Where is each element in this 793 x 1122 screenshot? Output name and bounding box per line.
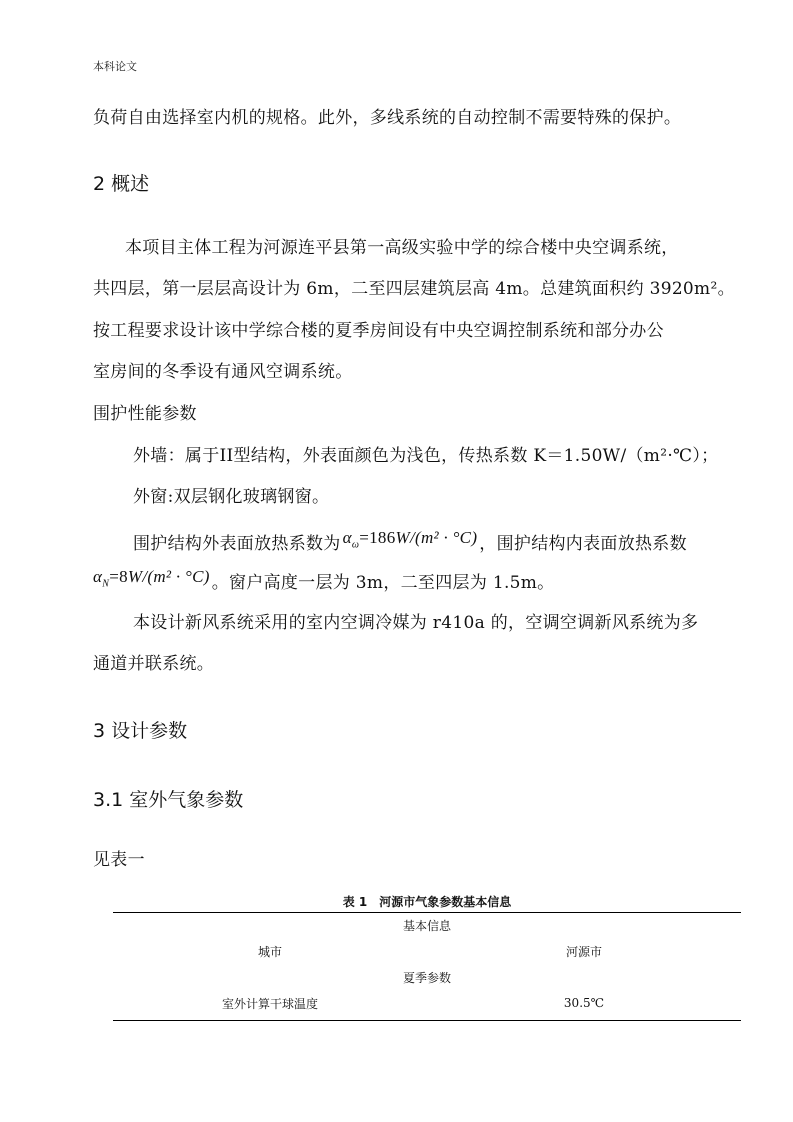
page-header: 本科论文 [93, 60, 137, 73]
table-row [113, 938, 741, 964]
fresh-air-line-2: 通道并联系统。 [93, 654, 215, 674]
formula-outer-coefficient: $\alpha_\omega=186W/(m^2 \cdot ^\circ C)$ [342, 528, 478, 551]
formula-inner-coefficient: $\alpha_N=8W/(m^2 \cdot ^\circ C)$ [93, 567, 210, 590]
window-height-text: 。窗户高度一层为 3m，二至四层为 1.5m。 [211, 573, 555, 593]
section-2-heading: 2 概述 [93, 173, 150, 195]
table-cell: 城市 [257, 944, 282, 959]
section-3-1-heading: 3.1 室外气象参数 [93, 789, 244, 811]
table-bottom-rule [113, 1020, 741, 1021]
table-row [113, 964, 741, 990]
overview-line-1: 本项目主体工程为河源连平县第一高级实验中学的综合楼中央空调系统， [125, 238, 679, 258]
table-caption: 表 1 河源市气象参数基本信息 [342, 895, 512, 909]
table-cell: 河源市 [565, 944, 602, 959]
heat-coeff-mid: ，围护结构内表面放热系数 [479, 534, 687, 554]
heat-coeff-prefix: 围护结构外表面放热系数为 [133, 534, 341, 554]
paragraph-continuation: 负荷自由选择室内机的规格。此外，多线系统的自动控制不需要特殊的保护。 [93, 108, 682, 128]
overview-line-2: 共四层，第一层层高设计为 6m，二至四层建筑层高 4m。总建筑面积约 3920m²。 [93, 279, 735, 299]
outer-window-text: 外窗:双层钢化玻璃钢窗。 [133, 487, 330, 507]
weather-params-table [113, 912, 741, 1016]
table-cell: 夏季参数 [402, 970, 451, 985]
table-row [113, 990, 741, 1016]
table-row [113, 912, 741, 938]
section-3-heading: 3 设计参数 [93, 720, 188, 742]
table-cell: 30.5℃ [563, 996, 605, 1010]
heat-coeff-line [133, 529, 687, 556]
see-table-text: 见表一 [93, 850, 145, 870]
overview-line-4: 室房间的冬季设有通风空调系统。 [93, 362, 353, 382]
table-cell: 基本信息 [402, 918, 451, 933]
inner-coeff-line [93, 568, 555, 595]
outer-wall-text: 外墙：属于II型结构，外表面颜色为浅色，传热系数 K＝1.50W/（m²·℃）； [133, 446, 719, 466]
table-cell: 室外计算干球温度 [221, 996, 318, 1011]
overview-line-3: 按工程要求设计该中学综合楼的夏季房间设有中央空调控制系统和部分办公 [93, 321, 664, 341]
fresh-air-line-1: 本设计新风系统采用的室内空调冷媒为 r410a 的，空调空调新风系统为多 [133, 613, 699, 633]
envelope-params-title: 围护性能参数 [93, 404, 197, 424]
